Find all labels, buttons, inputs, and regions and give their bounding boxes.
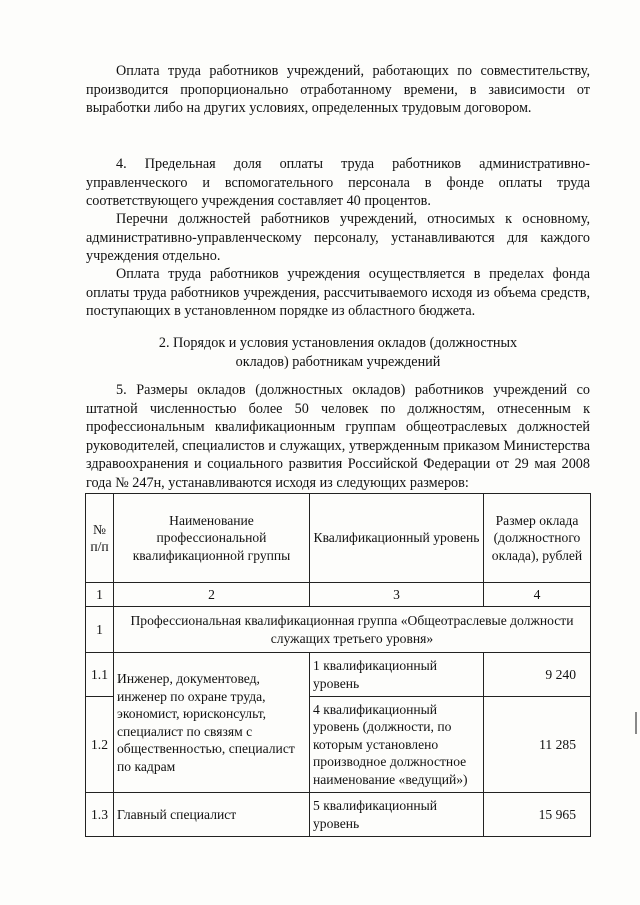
table-column-numbers-row (86, 583, 591, 607)
table-header-row (86, 494, 591, 583)
row-position: Главный специалист (114, 793, 310, 837)
row-salary: 15 965 (484, 793, 591, 837)
table-row (86, 793, 591, 837)
row-level: 1 квалификационный уровень (310, 653, 484, 697)
scan-margin-mark (635, 712, 637, 734)
section-title-line-1: 2. Порядок и условия установления окладов (должностных (158, 335, 518, 351)
col-number-4: 4 (484, 583, 591, 607)
row-num: 1.3 (86, 793, 114, 837)
row-level: 4 квалификационный уровень (должности, по которым установлено производное должностное наименование «ведущий») (310, 697, 484, 793)
row-level: 5 квалификационный уровень (310, 793, 484, 837)
table-group-row (86, 607, 591, 653)
paragraph-part-time-pay: Оплата труда работников учреждений, работающих по совместительству, производится пропорционально отработанному времени, в зависимости от выработки либо на других условиях, определенных трудовым договором. (86, 63, 590, 117)
paragraph-salary-sizes: 5. Размеры окладов (должностных окладов) работников учреждений со штатной численностью более 50 человек по должностям, отнесенным к профессиональным квалификационным группам общеотраслевых должностей руководителей, специалистов и служащих, утвержденным приказом Министерства здравоохранения и социального развития Российской Федерации от 29 мая 2008 года № 247н, устанавливаются исходя из следующих размеров: (86, 382, 590, 491)
col-number-2: 2 (114, 583, 310, 607)
header-level: Квалификационный уровень (310, 494, 484, 583)
header-num: № п/п (86, 494, 114, 583)
shared-position-cell: Инженер, документовед, инженер по охране труда, экономист, юрисконсульт, специалист по связям с общественностью, специалист по кадрам (114, 653, 310, 793)
section-title-line-2: окладов) работникам учреждений (235, 353, 441, 370)
col-number-3: 3 (310, 583, 484, 607)
group-title: Профессиональная квалификационная группа «Общеотраслевые должности служащих третьего уровня» (114, 607, 591, 653)
row-num: 1.1 (86, 653, 114, 697)
col-number-1: 1 (86, 583, 114, 607)
row-salary: 9 240 (484, 653, 591, 697)
row-num: 1.2 (86, 697, 114, 793)
paragraph-position-lists: Перечни должностей работников учреждений, относимых к основному, административно-управленческому персоналу, устанавливаются для каждого учреждения отдельно. (86, 211, 590, 265)
group-num: 1 (86, 607, 114, 653)
paragraph-admin-share: 4. Предельная доля оплаты труда работников административно-управленческого и вспомогательного персонала в фонде оплаты труда соответствующего учреждения составляет 40 процентов. (86, 156, 590, 210)
header-group: Наименование профессиональной квалификационной группы (114, 494, 310, 583)
row-salary: 11 285 (484, 697, 591, 793)
table-row (86, 653, 591, 697)
section-title (86, 334, 590, 371)
salary-table (85, 493, 591, 837)
header-salary: Размер оклада (должностного оклада), рублей (484, 494, 591, 583)
paragraph-pay-fund: Оплата труда работников учреждения осуществляется в пределах фонда оплаты труда работников учреждения, рассчитываемого исходя из объема средств, поступающих в установленном порядке из областного бюджета. (86, 266, 590, 320)
